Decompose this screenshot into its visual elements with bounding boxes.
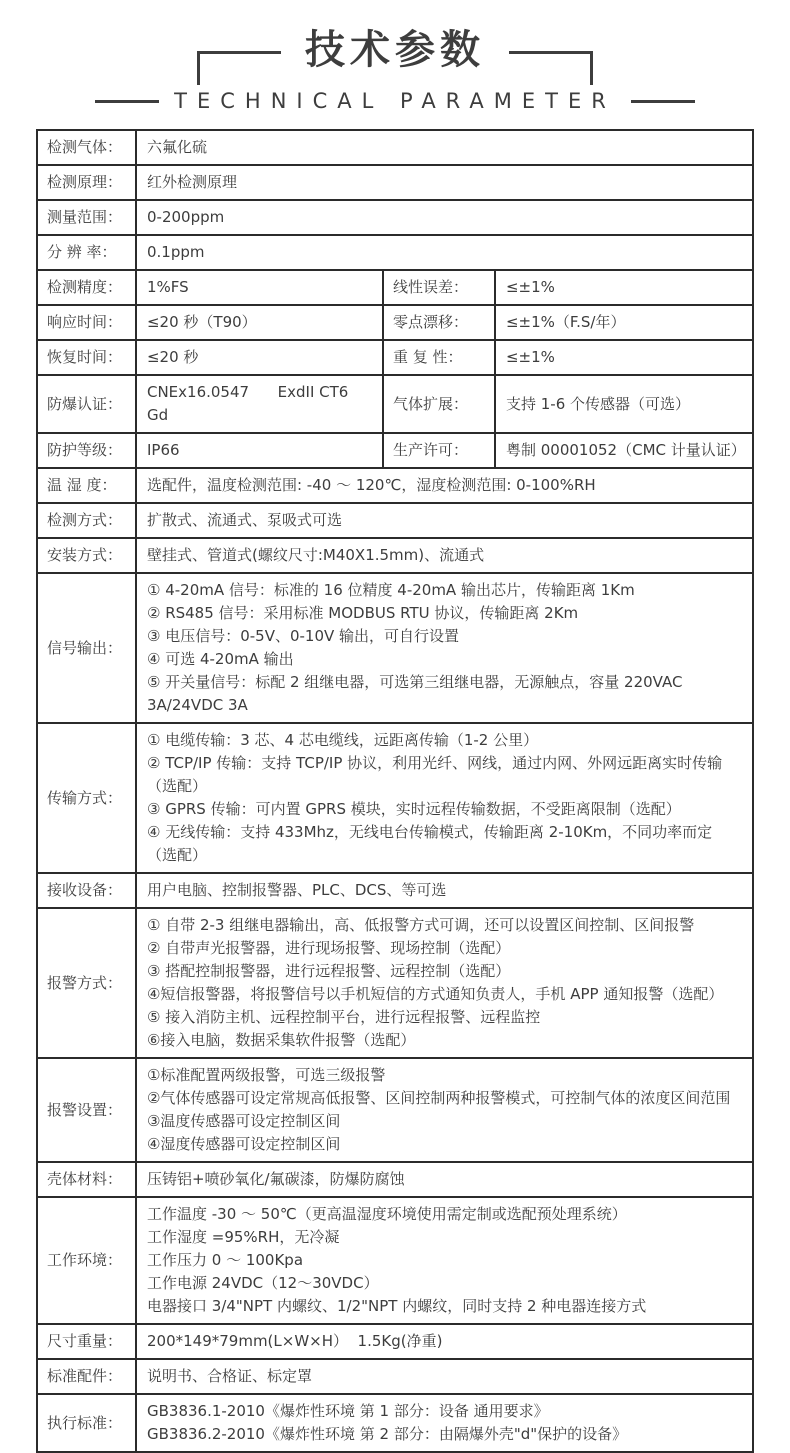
value-line: ④短信报警器，将报警信号以手机短信的方式通知负责人，手机 APP 通知报警（选配） bbox=[146, 985, 724, 1003]
table-row bbox=[37, 200, 753, 235]
value-line: ④ 无线传输：支持 433Mhz，无线电台传输模式，传输距离 2-10Km，不同功率而定（选配） bbox=[146, 823, 713, 864]
row-label: 标准配件： bbox=[37, 1359, 136, 1394]
table-row bbox=[37, 1324, 753, 1359]
value-line: 工作电源 24VDC（12～30VDC） bbox=[146, 1274, 379, 1292]
table-row bbox=[37, 1162, 753, 1197]
row-value: ≤20 秒（T90） bbox=[136, 305, 383, 340]
table-row bbox=[37, 873, 753, 908]
spec-table bbox=[36, 129, 754, 1453]
row-value: 压铸铝+喷砂氧化/氟碳漆，防爆防腐蚀 bbox=[136, 1162, 753, 1197]
row-value: CNEx16.0547 ExdII CT6 Gd bbox=[136, 375, 383, 433]
row-label-2: 零点漂移： bbox=[383, 305, 495, 340]
row-label: 响应时间： bbox=[37, 305, 136, 340]
row-label: 检测精度： bbox=[37, 270, 136, 305]
row-value: 扩散式、流通式、泵吸式可选 bbox=[136, 503, 753, 538]
table-row bbox=[37, 305, 753, 340]
row-label: 检测方式： bbox=[37, 503, 136, 538]
table-row bbox=[37, 130, 753, 165]
value-line: ① 自带 2-3 组继电器输出，高、低报警方式可调，还可以设置区间控制、区间报警 bbox=[146, 916, 695, 934]
table-row bbox=[37, 908, 753, 1058]
row-label: 工作环境： bbox=[37, 1197, 136, 1324]
table-row bbox=[37, 1359, 753, 1394]
row-value: 1%FS bbox=[136, 270, 383, 305]
table-row bbox=[37, 723, 753, 873]
page-subtitle: TECHNICAL PARAMETER bbox=[174, 89, 616, 113]
row-value bbox=[136, 573, 753, 723]
row-label: 防爆认证： bbox=[37, 375, 136, 433]
row-value: 红外检测原理 bbox=[136, 165, 753, 200]
page-title: 技术参数 bbox=[305, 27, 485, 73]
row-label: 信号输出： bbox=[37, 573, 136, 723]
row-value: ≤20 秒 bbox=[136, 340, 383, 375]
value-line: ⑤ 开关量信号：标配 2 组继电器，可选第三组继电器，无源触点，容量 220VAC 3A/24VDC 3A bbox=[146, 673, 688, 714]
value-line: 电器接口 3/4"NPT 内螺纹、1/2"NPT 内螺纹，同时支持 2 种电器连接方式 bbox=[146, 1297, 647, 1315]
header bbox=[0, 24, 790, 113]
value-line: GB3836.2-2010《爆炸性环境 第 2 部分：由隔爆外壳"d"保护的设备》 bbox=[146, 1425, 628, 1443]
value-line: ① 电缆传输：3 芯、4 芯电缆线，远距离传输（1-2 公里） bbox=[146, 731, 539, 749]
value-line: ② TCP/IP 传输：支持 TCP/IP 协议，利用光纤、网线，通过内网、外网远距离实时传输（选配） bbox=[146, 754, 723, 795]
row-value: 0.1ppm bbox=[136, 235, 753, 270]
row-label-2: 生产许可： bbox=[383, 433, 495, 468]
row-value bbox=[136, 723, 753, 873]
row-value: 0-200ppm bbox=[136, 200, 753, 235]
row-value: 说明书、合格证、标定罩 bbox=[136, 1359, 753, 1394]
row-label: 恢复时间： bbox=[37, 340, 136, 375]
row-label: 测量范围： bbox=[37, 200, 136, 235]
table-row bbox=[37, 340, 753, 375]
row-value: 六氟化硫 bbox=[136, 130, 753, 165]
value-line: ③ 电压信号：0-5V、0-10V 输出，可自行设置 bbox=[146, 627, 460, 645]
value-line: ② RS485 信号：采用标准 MODBUS RTU 协议，传输距离 2Km bbox=[146, 604, 579, 622]
value-line: 工作温度 -30 ～ 50℃（更高温湿度环境使用需定制或选配预处理系统） bbox=[146, 1205, 627, 1223]
value-line: ③ GPRS 传输：可内置 GPRS 模块，实时远程传输数据，不受距离限制（选配） bbox=[146, 800, 681, 818]
row-label: 检测气体： bbox=[37, 130, 136, 165]
row-value: 200*149*79mm(L×W×H） 1.5Kg(净重) bbox=[136, 1324, 753, 1359]
table-row bbox=[37, 235, 753, 270]
row-value bbox=[136, 1197, 753, 1324]
row-value: 壁挂式、管道式(螺纹尺寸:M40X1.5mm)、流通式 bbox=[136, 538, 753, 573]
table-row bbox=[37, 270, 753, 305]
row-label: 分 辨 率： bbox=[37, 235, 136, 270]
title-bracket-right-icon bbox=[509, 51, 593, 85]
table-row bbox=[37, 503, 753, 538]
title-row bbox=[0, 24, 790, 85]
table-row bbox=[37, 573, 753, 723]
row-value-2: 粤制 00001052（CMC 计量认证） bbox=[495, 433, 753, 468]
table-row bbox=[37, 1058, 753, 1162]
value-line: ③ 搭配控制报警器，进行远程报警、远程控制（选配） bbox=[146, 962, 511, 980]
row-value bbox=[136, 1058, 753, 1162]
value-line: ④ 可选 4-20mA 输出 bbox=[146, 650, 294, 668]
value-line: ①标准配置两级报警，可选三级报警 bbox=[146, 1066, 386, 1084]
table-row bbox=[37, 165, 753, 200]
table-row bbox=[37, 433, 753, 468]
row-label-2: 线性误差： bbox=[383, 270, 495, 305]
row-label: 接收设备： bbox=[37, 873, 136, 908]
subtitle-rule-left bbox=[95, 100, 159, 103]
row-value: IP66 bbox=[136, 433, 383, 468]
row-label: 传输方式： bbox=[37, 723, 136, 873]
table-row bbox=[37, 1197, 753, 1324]
table-row bbox=[37, 538, 753, 573]
row-value-2: ≤±1% bbox=[495, 270, 753, 305]
value-line: ④湿度传感器可设定控制区间 bbox=[146, 1135, 341, 1153]
value-line: ⑥接入电脑，数据采集软件报警（选配） bbox=[146, 1031, 416, 1049]
row-label-2: 重 复 性： bbox=[383, 340, 495, 375]
row-label: 报警方式： bbox=[37, 908, 136, 1058]
spec-table-body bbox=[37, 130, 753, 1452]
table-row bbox=[37, 468, 753, 503]
row-label: 防护等级： bbox=[37, 433, 136, 468]
row-value-2: 支持 1-6 个传感器（可选） bbox=[495, 375, 753, 433]
row-value-2: ≤±1%（F.S/年） bbox=[495, 305, 753, 340]
row-label: 检测原理： bbox=[37, 165, 136, 200]
row-value-2: ≤±1% bbox=[495, 340, 753, 375]
row-value: 用户电脑、控制报警器、PLC、DCS、等可选 bbox=[136, 873, 753, 908]
value-line: ② 自带声光报警器，进行现场报警、现场控制（选配） bbox=[146, 939, 511, 957]
row-value: 选配件，温度检测范围: -40 ～ 120℃，湿度检测范围: 0-100%RH bbox=[136, 468, 753, 503]
row-value bbox=[136, 908, 753, 1058]
row-label: 壳体材料： bbox=[37, 1162, 136, 1197]
row-label: 报警设置： bbox=[37, 1058, 136, 1162]
row-label: 温 湿 度： bbox=[37, 468, 136, 503]
value-line: GB3836.1-2010《爆炸性环境 第 1 部分：设备 通用要求》 bbox=[146, 1402, 549, 1420]
value-line: ⑤ 接入消防主机、远程控制平台，进行远程报警、远程监控 bbox=[146, 1008, 541, 1026]
row-label: 尺寸重量： bbox=[37, 1324, 136, 1359]
value-line: ③温度传感器可设定控制区间 bbox=[146, 1112, 341, 1130]
value-line: 工作湿度 =95%RH，无冷凝 bbox=[146, 1228, 340, 1246]
subtitle-rule-right bbox=[631, 100, 695, 103]
value-line: ②气体传感器可设定常规高低报警、区间控制两种报警模式，可控制气体的浓度区间范围 bbox=[146, 1089, 731, 1107]
subtitle-row bbox=[95, 89, 695, 113]
table-row bbox=[37, 375, 753, 433]
title-bracket-left-icon bbox=[197, 51, 281, 85]
row-label: 安装方式： bbox=[37, 538, 136, 573]
row-label-2: 气体扩展： bbox=[383, 375, 495, 433]
value-line: ① 4-20mA 信号：标准的 16 位精度 4-20mA 输出芯片，传输距离 1Km bbox=[146, 581, 635, 599]
row-label: 执行标准： bbox=[37, 1394, 136, 1452]
value-line: 工作压力 0 ～ 100Kpa bbox=[146, 1251, 304, 1269]
